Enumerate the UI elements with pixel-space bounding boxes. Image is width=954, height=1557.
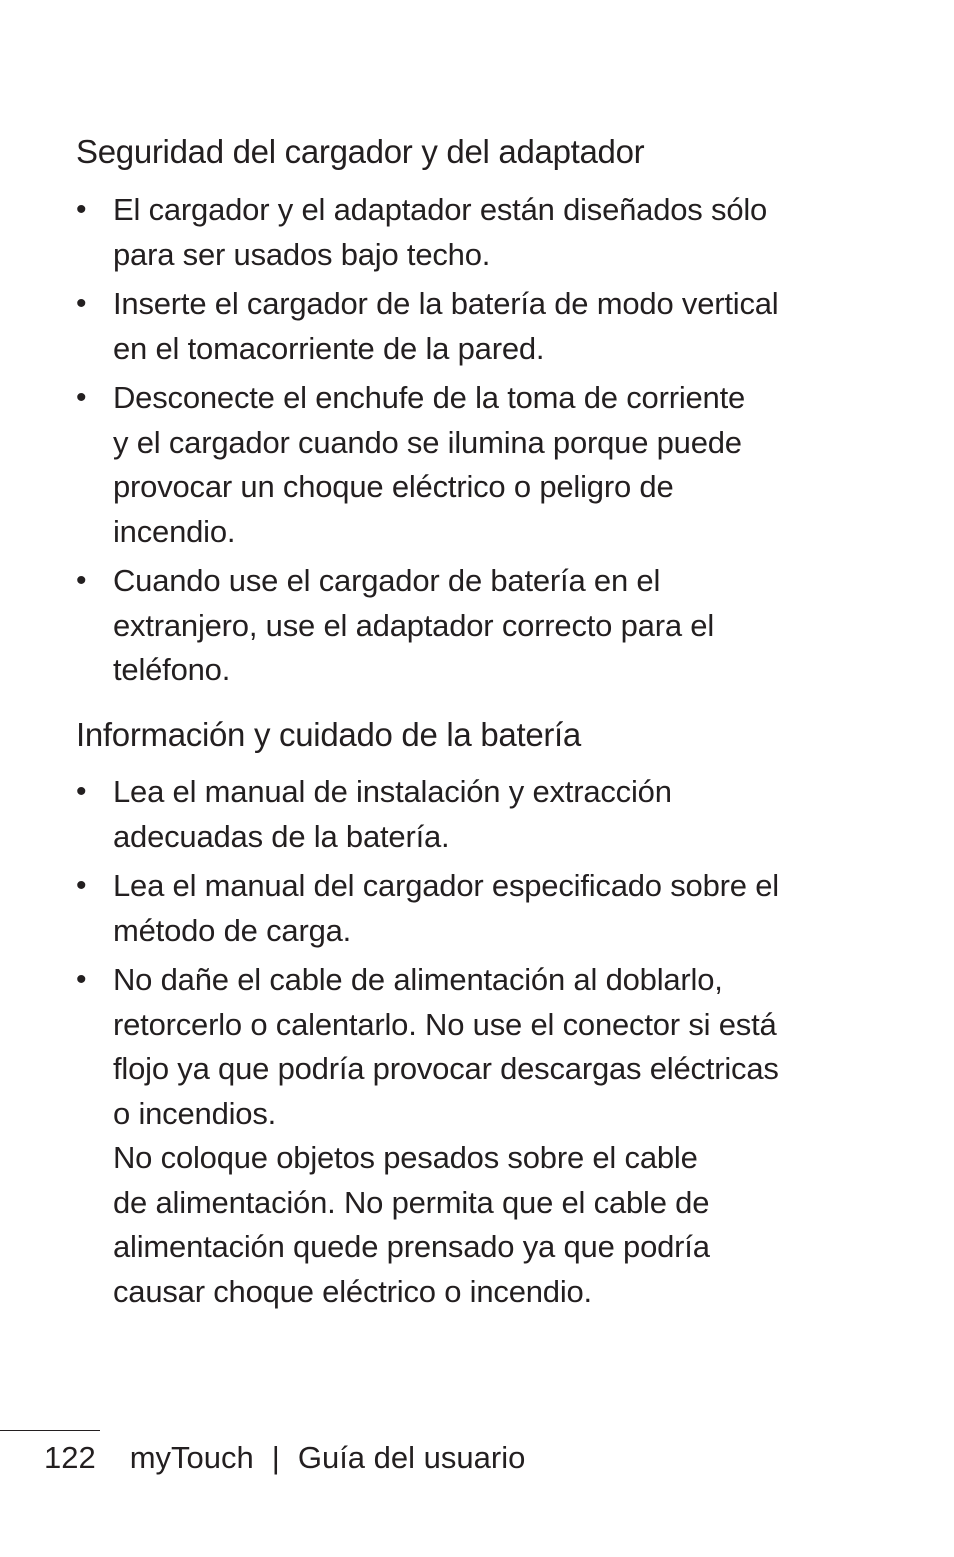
list-item xyxy=(76,282,779,371)
list-item xyxy=(76,188,779,277)
text-line: adecuadas de la batería. xyxy=(113,818,450,854)
text-line: Lea el manual del cargador especificado sobre el xyxy=(113,868,779,903)
footer-rule xyxy=(0,1430,100,1431)
battery-care-list xyxy=(76,770,779,1314)
bullet-icon: • xyxy=(76,287,87,320)
text-line: Desconecte el enchufe de la toma de corriente xyxy=(113,380,746,415)
list-item xyxy=(76,559,779,693)
text-line: Lea el manual de instalación y extracción xyxy=(113,774,672,809)
bullet-icon: • xyxy=(76,564,87,597)
text-line: Cuando use el cargador de batería en el xyxy=(113,563,661,598)
bullet-icon: • xyxy=(76,775,87,808)
list-item xyxy=(76,958,779,1314)
text-line: alimentación quede prensado ya que podría xyxy=(113,1229,710,1264)
bullet-icon: • xyxy=(76,381,87,414)
text-line: Inserte el cargador de la batería de modo vertical xyxy=(113,286,779,321)
text-line: causar choque eléctrico o incendio. xyxy=(113,1273,592,1309)
list-item xyxy=(76,864,779,953)
bullet-icon: • xyxy=(76,963,87,996)
text-line: para ser usados bajo techo. xyxy=(113,236,491,272)
guide-title: Guía del usuario xyxy=(297,1440,526,1475)
charger-safety-list xyxy=(76,188,779,693)
list-item xyxy=(76,376,779,554)
text-line: teléfono. xyxy=(113,652,231,687)
text-line: extranjero, use el adaptador correcto para el xyxy=(113,607,715,643)
text-line: No dañe el cable de alimentación al doblarlo, xyxy=(113,962,723,997)
footer-separator: | xyxy=(271,1440,280,1475)
text-line: de alimentación. No permita que el cable de xyxy=(113,1184,710,1220)
bullet-icon: • xyxy=(76,869,87,902)
section-heading-battery-care: Información y cuidado de la batería xyxy=(76,716,581,753)
page-number: 122 xyxy=(44,1440,96,1475)
text-line: No coloque objetos pesados sobre el cable xyxy=(113,1140,698,1175)
page-footer xyxy=(44,1440,525,1476)
text-line: o incendios. xyxy=(113,1095,277,1131)
text-line: retorcerlo o calentarlo. No use el conector si está xyxy=(113,1006,777,1042)
text-line: flojo ya que podría provocar descargas eléctricas xyxy=(113,1051,779,1086)
text-line: método de carga. xyxy=(113,912,352,948)
bullet-icon: • xyxy=(76,193,87,226)
text-line: El cargador y el adaptador están diseñados sólo xyxy=(113,192,768,227)
text-line: en el tomacorriente de la pared. xyxy=(113,330,545,366)
text-line: incendio. xyxy=(113,513,236,549)
list-item xyxy=(76,770,779,859)
text-line: provocar un choque eléctrico o peligro de xyxy=(113,469,674,504)
text-line: y el cargador cuando se ilumina porque puede xyxy=(113,424,742,460)
section-heading-charger-safety: Seguridad del cargador y del adaptador xyxy=(76,133,645,170)
product-name: myTouch xyxy=(129,1440,254,1475)
